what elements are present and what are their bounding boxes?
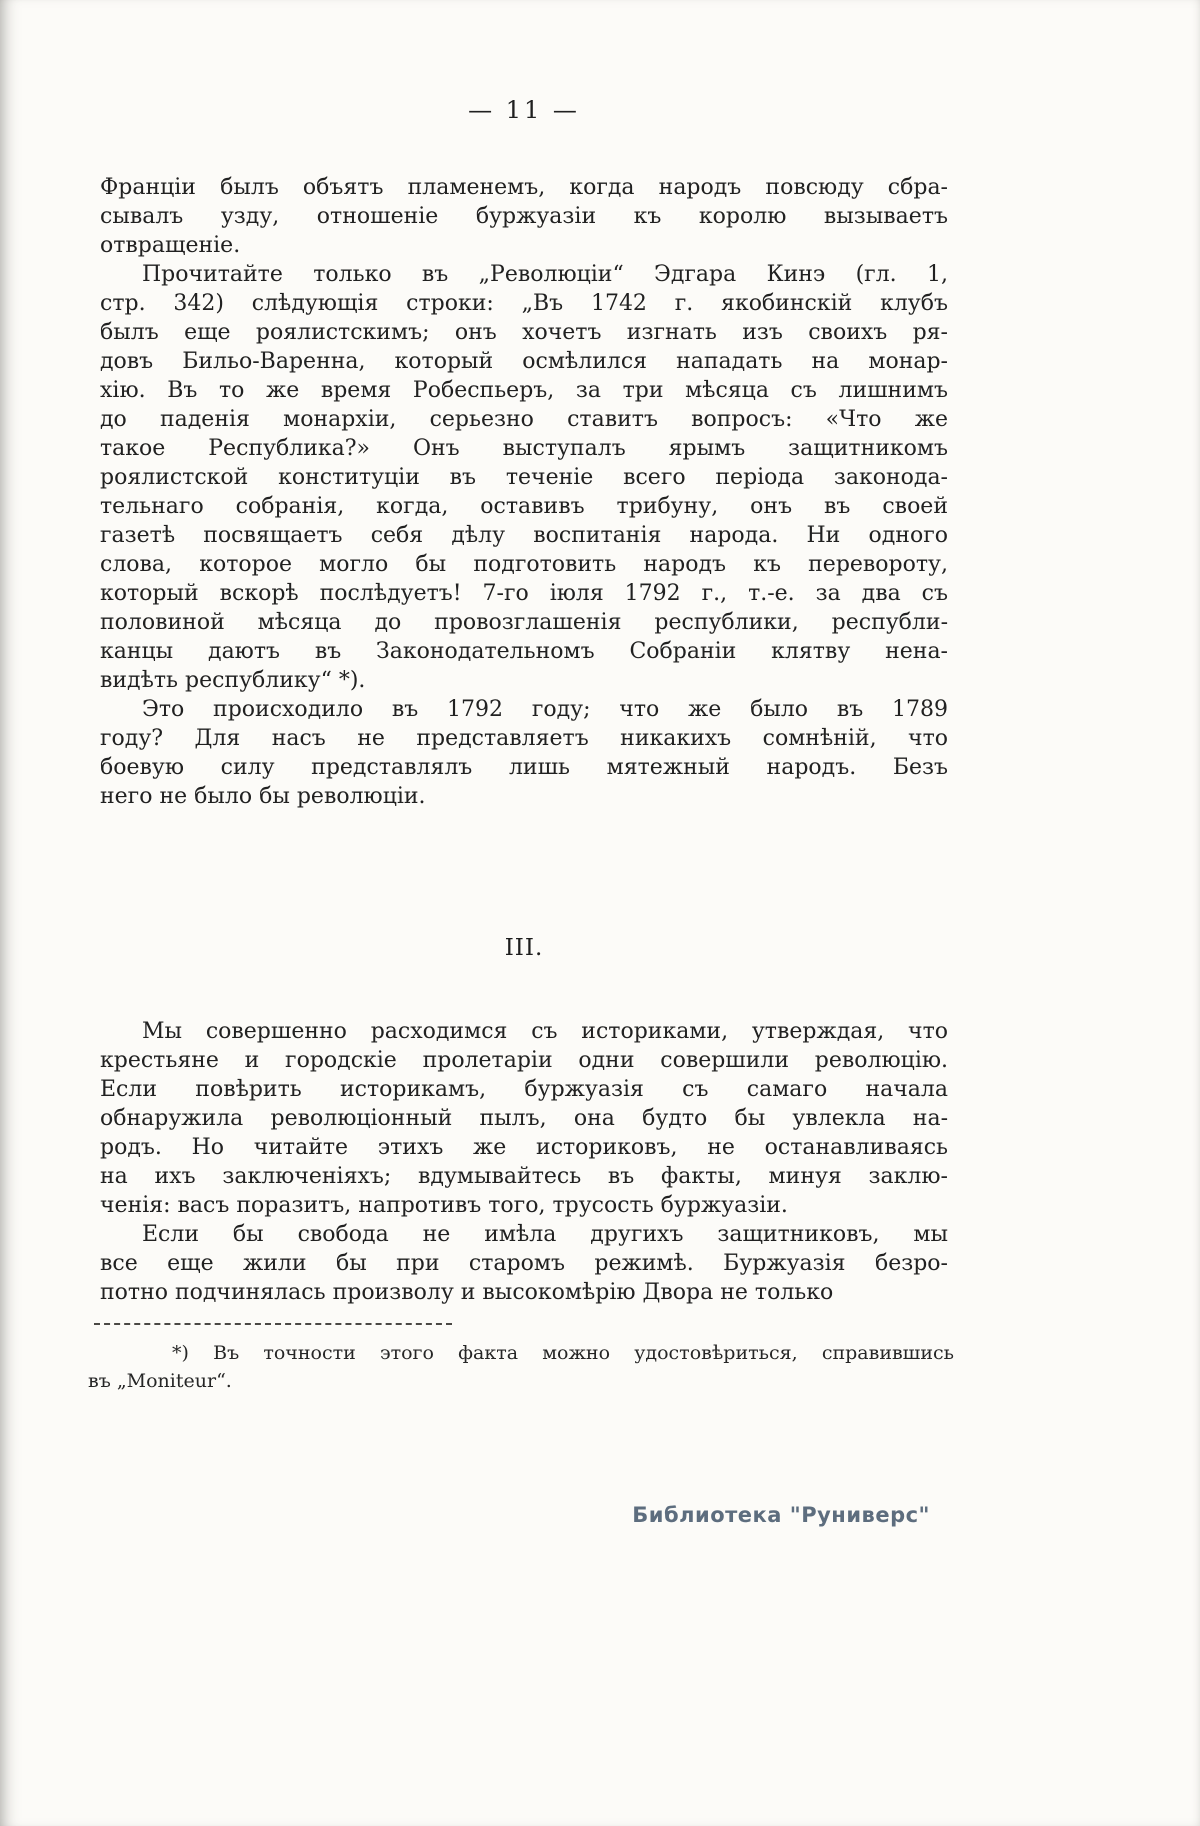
text-line: отвращеніе. (100, 233, 241, 258)
text-line: роялистской конституціи въ теченіе всего періода законода- (100, 465, 948, 490)
text-line: сывалъ узду, отношеніе буржуазіи къ королю вызываетъ (100, 204, 948, 229)
text-line: былъ еще роялистскимъ; онъ хочетъ изгнать изъ своихъ ря- (100, 320, 948, 345)
text-line: канцы даютъ въ Законодательномъ Собраніи клятву нена- (100, 639, 948, 664)
library-watermark: Библиотека "Руниверс" (632, 1503, 930, 1527)
text-line: хію. Въ то же время Робеспьеръ, за три мѣсяца съ лишнимъ (100, 378, 948, 403)
text-line: газетѣ посвящаетъ себя дѣлу воспитанія народа. Ни одного (100, 523, 948, 548)
section-heading: III. (504, 935, 544, 961)
text-line: Прочитайте только въ „Революціи“ Эдгара Кинэ (гл. 1, (142, 262, 948, 287)
text-line: все еще жили бы при старомъ режимѣ. Буржуазія безро- (100, 1251, 948, 1276)
text-line: обнаружила революціонный пылъ, она будто бы увлекла на- (100, 1106, 948, 1131)
text-line: крестьяне и городскіе пролетаріи одни совершили революцію. (100, 1048, 948, 1073)
text-line: боевую силу представлялъ лишь мятежный народъ. Безъ (100, 755, 948, 780)
text-line: Франціи былъ объятъ пламенемъ, когда народъ повсюду сбра- (100, 175, 948, 200)
footnote (88, 1339, 954, 1395)
paragraph (100, 173, 948, 260)
text-line: довъ Бильо-Варенна, который осмѣлился нападать на монар- (100, 349, 948, 374)
text-line: стр. 342) слѣдующія строки: „Въ 1742 г. якобинскій клубъ (100, 291, 948, 316)
footnote-line: въ „Moniteur“. (88, 1370, 232, 1392)
text-block (88, 95, 954, 1395)
body-text (100, 173, 948, 1307)
text-line: который вскорѣ послѣдуетъ! 7-го іюля 1792 г., т.-е. за два съ (100, 581, 948, 606)
page-number: — 11 — (468, 96, 580, 124)
paragraph (100, 260, 948, 695)
text-line: видѣть республику“ *). (100, 668, 366, 693)
text-line: потно подчинялась произволу и высокомѣрію Двора не только (100, 1280, 834, 1305)
text-line: Мы совершенно расходимся съ историками, утверждая, что (142, 1019, 948, 1044)
text-line: такое Республика?» Онъ выступалъ ярымъ защитникомъ (100, 436, 948, 461)
text-line: Если повѣрить историкамъ, буржуазія съ самаго начала (100, 1077, 948, 1102)
text-line: на ихъ заключеніяхъ; вдумывайтесь въ факты, минуя заклю- (100, 1164, 948, 1189)
text-line: Если бы свобода не имѣла другихъ защитниковъ, мы (142, 1222, 948, 1247)
paragraph (100, 1017, 948, 1220)
text-line: до паденія монархіи, серьезно ставитъ вопросъ: «Что же (100, 407, 948, 432)
text-line: родъ. Но читайте этихъ же историковъ, не останавливаясь (100, 1135, 948, 1160)
footnote-line: *) Въ точности этого факта можно удостовѣриться, справившись (172, 1342, 954, 1364)
paragraph (100, 695, 948, 811)
footnote-divider (94, 1323, 452, 1325)
text-line: тельнаго собранія, когда, оставивъ трибуну, онъ въ своей (100, 494, 948, 519)
text-line: Это происходило въ 1792 году; что же было въ 1789 (142, 697, 948, 722)
text-line: ченія: васъ поразитъ, напротивъ того, трусость буржуазіи. (100, 1193, 788, 1218)
text-line: него не было бы революціи. (100, 784, 426, 809)
text-line: половиной мѣсяца до провозглашенія республики, республи- (100, 610, 948, 635)
text-line: году? Для насъ не представляетъ никакихъ сомнѣній, что (100, 726, 948, 751)
paragraph (100, 1220, 948, 1307)
text-line: слова, которое могло бы подготовить народъ къ перевороту, (100, 552, 948, 577)
